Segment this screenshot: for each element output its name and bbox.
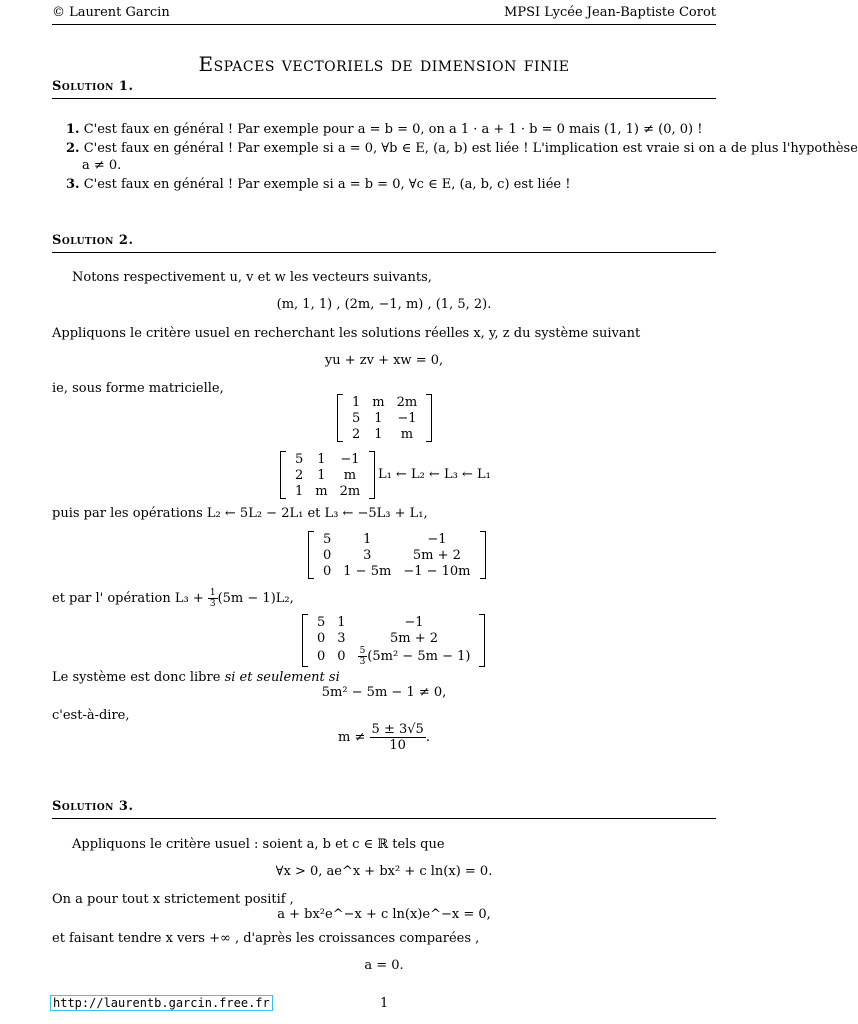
- left-bracket: [337, 394, 343, 442]
- matrix-4: 5 1 −1 0 3 5m + 2 0 0 $\frac{5}{3}$ (5m² − 5m − 1): [302, 614, 485, 667]
- solution-3-text2: On a pour tout x strictement positif ,: [52, 892, 294, 907]
- item-text: C'est faux en général ! Par exemple pour a = b = 0, on a 1 · a + 1 · b = 0 mais (1, 1) ≠ (0, 0) !: [83, 122, 703, 137]
- item-number: 2.: [66, 141, 80, 156]
- left-bracket: [302, 614, 308, 667]
- swap-operation: L₁ ← L₂ ← L₃ ← L₁: [378, 467, 491, 482]
- page-title: Espaces vectoriels de dimension finie: [198, 52, 570, 76]
- solution-2-result: m ≠ $\frac{5 \pm 3√5}{10}$ .: [338, 722, 430, 753]
- solution-2-free-text: Le système est donc libre si et seulement si: [52, 670, 340, 685]
- left-bracket: [280, 451, 286, 499]
- item-text: C'est faux en général ! Par exemple si a = 0, ∀b ∈ E, (a, b) est liée ! L'implication est vraie si on a de plus l'hypothèse: [83, 141, 858, 156]
- footer-link[interactable]: http://laurentb.garcin.free.fr: [50, 995, 273, 1011]
- matrix-1: 1 m 2m 5 1 −1 2 1 m: [337, 394, 432, 442]
- solution-2-rule: [52, 252, 716, 253]
- left-bracket: [308, 531, 314, 579]
- solution-1-rule: [52, 98, 716, 99]
- solution-1-item-1: [66, 122, 702, 137]
- solution-2-op2-text: et par l' opération L₃ + $\frac{1}{3}$ (5m − 1)L₂,: [52, 588, 294, 609]
- solution-2-system: yu + zv + xw = 0,: [324, 353, 444, 368]
- item-number: 3.: [66, 177, 80, 192]
- right-bracket: [369, 451, 375, 499]
- page-number: 1: [380, 996, 389, 1011]
- header-author: © Laurent Garcin: [52, 5, 170, 20]
- solution-3-intro: Appliquons le critère usuel : soient a, b et c ∈ ℝ tels que: [72, 837, 445, 852]
- matrix-3: 5 1 −1 0 3 5m + 2 0 1 − 5m −1 − 10m: [308, 531, 486, 579]
- solution-2-ops-text: puis par les opérations L₂ ← 5L₂ − 2L₁ et L₃ ← −5L₃ + L₁,: [52, 506, 428, 521]
- solution-3-eq3: a = 0.: [364, 958, 404, 973]
- solution-1-item-3: [66, 177, 570, 192]
- solution-3-text3: et faisant tendre x vers +∞ , d'après les croissances comparées ,: [52, 931, 480, 946]
- solution-3-rule: [52, 818, 716, 819]
- solution-2-condition: 5m² − 5m − 1 ≠ 0,: [321, 685, 447, 700]
- matrix-2: 5 1 −1 2 1 m 1 m 2m: [280, 451, 375, 499]
- solution-3-eq2: a + bx²e^−x + c ln(x)e^−x = 0,: [277, 907, 491, 922]
- solution-2-intro: Notons respectivement u, v et w les vecteurs suivants,: [72, 270, 432, 285]
- solution-1-item-2: [66, 141, 858, 156]
- solution-2-heading: Solution 2.: [52, 233, 134, 248]
- solution-3-heading: Solution 3.: [52, 799, 134, 814]
- right-bracket: [480, 531, 486, 579]
- matrix-4-last-entry: $\frac{5}{3}$ (5m² − 5m − 1): [359, 646, 471, 667]
- solution-2-criterion: Appliquons le critère usuel en recherchant les solutions réelles x, y, z du système suivant: [52, 326, 641, 341]
- solution-2-vectors: (m, 1, 1) , (2m, −1, m) , (1, 5, 2).: [276, 297, 492, 312]
- right-bracket: [426, 394, 432, 442]
- solution-1-item-2-continuation: a ≠ 0.: [82, 158, 122, 173]
- item-text: C'est faux en général ! Par exemple si a = b = 0, ∀c ∈ E, (a, b, c) est liée !: [83, 177, 571, 192]
- solution-1-heading: Solution 1.: [52, 79, 134, 94]
- solution-2-matricial-text: ie, sous forme matricielle,: [52, 381, 224, 396]
- solution-3-eq1: ∀x > 0, ae^x + bx² + c ln(x) = 0.: [275, 864, 493, 879]
- fraction: $\frac{1}{3}$: [209, 588, 216, 609]
- solution-2-cad: c'est-à-dire,: [52, 708, 130, 723]
- header-rule: [52, 24, 716, 25]
- right-bracket: [479, 614, 485, 667]
- item-number: 1.: [66, 122, 80, 137]
- header-school: MPSI Lycée Jean-Baptiste Corot: [504, 5, 716, 20]
- result-fraction: $\frac{5 \pm 3√5}{10}$: [371, 722, 424, 753]
